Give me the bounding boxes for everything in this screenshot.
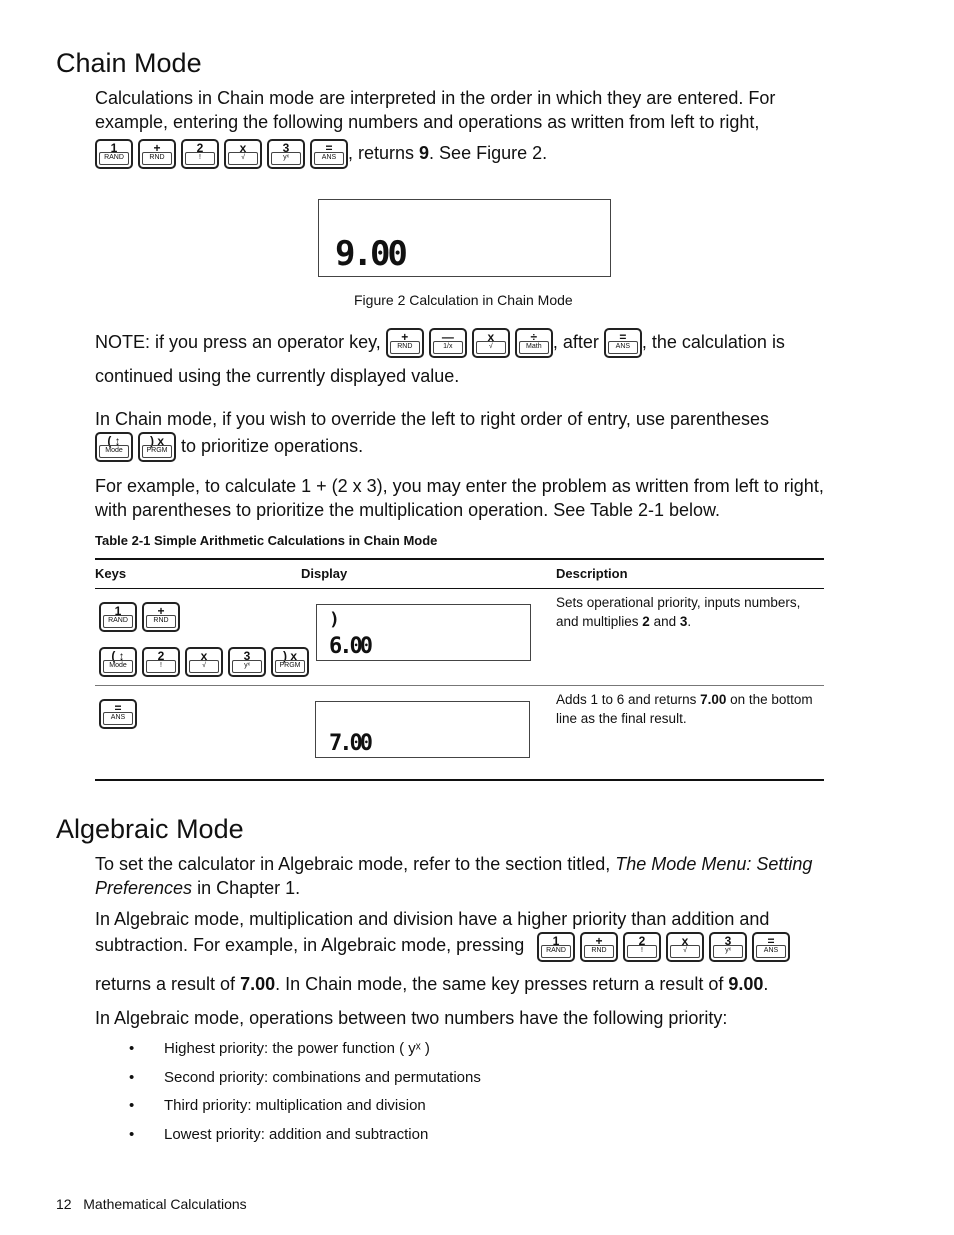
key-shift-label: ! xyxy=(146,660,176,673)
key-main-label: x xyxy=(487,330,495,344)
table-header-display: Display xyxy=(301,566,348,581)
equals-key xyxy=(99,699,137,729)
three-key xyxy=(228,647,266,677)
table-row-1-display xyxy=(316,604,531,661)
key-main-label: = xyxy=(114,701,122,715)
display-bottom-line: 6.00 xyxy=(329,634,370,659)
table-title: Table 2-1 Simple Arithmetic Calculations in Chain Mode xyxy=(95,533,438,548)
multiply-key xyxy=(185,647,223,677)
page-number: 12 xyxy=(56,1196,72,1212)
key-main-label: = xyxy=(619,330,627,344)
equals-key xyxy=(310,139,348,169)
returns-post: . See Figure 2. xyxy=(429,142,548,163)
algebraic-paragraph-2-line3: returns a result of 7.00. In Chain mode, the same key presses return a result of 9.00. xyxy=(95,974,769,994)
divide-key xyxy=(515,328,553,358)
note-pre: NOTE: if you press an operator key, xyxy=(95,331,381,352)
key-shift-label: PRGM xyxy=(142,445,172,458)
note-equal-key xyxy=(604,328,642,358)
two-key xyxy=(181,139,219,169)
paren-post: to prioritize operations. xyxy=(181,435,364,456)
algebraic-key-sequence xyxy=(537,932,790,962)
key-shift-label: √ xyxy=(670,945,700,958)
key-shift-label: yˣ xyxy=(232,660,262,673)
table-top-rule xyxy=(95,558,824,560)
footer-title: Mathematical Calculations xyxy=(83,1196,247,1212)
list-item: • Second priority: combinations and permutations xyxy=(125,1069,481,1098)
table-header-description: Description xyxy=(556,566,628,581)
table-header-keys: Keys xyxy=(95,566,127,581)
key-main-label: = xyxy=(767,934,775,948)
key-main-label: x xyxy=(239,141,247,155)
key-shift-label: yˣ xyxy=(271,152,301,165)
key-main-label: ( ↕ xyxy=(107,434,121,448)
paren-key-sequence xyxy=(95,432,176,462)
table-row-2-display xyxy=(315,701,530,758)
key-main-label: 3 xyxy=(243,649,251,663)
key-main-label: — xyxy=(441,330,454,344)
table-bottom-rule xyxy=(95,779,824,781)
equals-key xyxy=(752,932,790,962)
display-bottom-line: 7.00 xyxy=(329,731,370,756)
open-paren-key xyxy=(99,647,137,677)
plus-key xyxy=(142,602,180,632)
key-shift-label: RND xyxy=(142,152,172,165)
algebraic-paragraph-2-line1: In Algebraic mode, multiplication and division have a higher priority than addition and xyxy=(95,909,770,929)
p2-line2-text: subtraction. For example, in Algebraic mode, pressing xyxy=(95,935,525,955)
plus-key xyxy=(138,139,176,169)
one-key xyxy=(95,139,133,169)
key-shift-label: ! xyxy=(185,152,215,165)
note-line2: continued using the currently displayed value. xyxy=(95,366,460,386)
table-row-1-description: Sets operational priority, inputs numbers, and multiplies 2 and 3. xyxy=(556,595,801,629)
key-main-label: x xyxy=(681,934,689,948)
display-value: 9.00 xyxy=(335,234,405,274)
key-main-label: 2 xyxy=(196,141,204,155)
key-shift-label: ANS xyxy=(608,341,638,354)
figure-caption: Figure 2 Calculation in Chain Mode xyxy=(354,292,573,308)
list-item: • Highest priority: the power function ( yˣ ) xyxy=(125,1040,481,1069)
key-shift-label: ANS xyxy=(756,945,786,958)
paren-paragraph: In Chain mode, if you wish to override the left to right order of entry, use parentheses xyxy=(95,409,770,429)
key-shift-label: √ xyxy=(228,152,258,165)
key-sequence xyxy=(95,139,348,169)
two-key xyxy=(623,932,661,962)
key-shift-label: √ xyxy=(189,660,219,673)
key-shift-label: yˣ xyxy=(713,945,743,958)
note-paragraph xyxy=(95,328,855,358)
table-row-2-description: Adds 1 to 6 and returns 7.00 on the bottom line as the final result. xyxy=(556,692,813,726)
key-main-label: 1 xyxy=(110,141,118,155)
three-key xyxy=(709,932,747,962)
multiply-key xyxy=(224,139,262,169)
list-item: • Lowest priority: addition and subtraction xyxy=(125,1126,481,1155)
key-main-label: 1 xyxy=(114,604,122,618)
key-shift-label: 1/x xyxy=(433,341,463,354)
key-main-label: + xyxy=(153,141,161,155)
key-shift-label: RND xyxy=(390,341,420,354)
key-shift-label: √ xyxy=(476,341,506,354)
one-key xyxy=(537,932,575,962)
multiply-key xyxy=(666,932,704,962)
table-row-1-keys-line2 xyxy=(99,647,309,677)
key-shift-label: Mode xyxy=(99,445,129,458)
chain-keys-line xyxy=(95,139,835,169)
key-shift-label: PRGM xyxy=(275,660,305,673)
table-row-rule xyxy=(95,685,824,686)
close-paren-key xyxy=(138,432,176,462)
figure-display-screen xyxy=(318,199,611,277)
key-shift-label: ANS xyxy=(314,152,344,165)
section-heading-chain-mode: Chain Mode xyxy=(56,48,202,78)
two-key xyxy=(142,647,180,677)
key-main-label: 2 xyxy=(638,934,646,948)
key-shift-label: RND xyxy=(146,615,176,628)
example-paragraph: For example, to calculate 1 + (2 x 3), you may enter the problem as written from left to right, with parentheses to prioritize the multiplication operation. See Table 2-1 below. xyxy=(95,476,824,520)
key-main-label: 3 xyxy=(282,141,290,155)
key-main-label: = xyxy=(325,141,333,155)
key-main-label: ÷ xyxy=(530,330,538,344)
multiply-key xyxy=(472,328,510,358)
note-key-sequence xyxy=(386,328,553,358)
algebraic-paragraph-1: To set the calculator in Algebraic mode, refer to the section titled, The Mode Menu: Setting Preferences in Chapter 1. xyxy=(95,854,813,898)
key-main-label: + xyxy=(401,330,409,344)
key-shift-label: RND xyxy=(584,945,614,958)
key-main-label: 2 xyxy=(157,649,165,663)
returns-value: 9 xyxy=(419,142,430,163)
open-paren-key xyxy=(95,432,133,462)
plus-key xyxy=(386,328,424,358)
key-main-label: ( ↕ xyxy=(111,649,125,663)
table-row-2-keys xyxy=(99,699,137,729)
equals-key xyxy=(604,328,642,358)
table-header-rule xyxy=(95,588,824,589)
key-shift-label: ANS xyxy=(103,712,133,725)
chain-intro-paragraph xyxy=(95,86,835,134)
key-shift-label: Math xyxy=(519,341,549,354)
close-paren-key xyxy=(271,647,309,677)
returns-pre: , returns xyxy=(348,142,420,163)
key-main-label: ) x xyxy=(282,649,297,663)
minus-key xyxy=(429,328,467,358)
algebraic-paragraph-3: In Algebraic mode, operations between two numbers have the following priority: xyxy=(95,1008,728,1028)
table-row-1-keys-line1 xyxy=(99,602,180,632)
key-main-label: x xyxy=(200,649,208,663)
key-shift-label: Mode xyxy=(103,660,133,673)
list-item: • Third priority: multiplication and division xyxy=(125,1097,481,1126)
key-shift-label: RAND xyxy=(541,945,571,958)
key-main-label: 3 xyxy=(724,934,732,948)
section-heading-algebraic-mode: Algebraic Mode xyxy=(56,814,244,844)
three-key xyxy=(267,139,305,169)
note-post: , the calculation is xyxy=(641,331,785,352)
chain-intro-text: Calculations in Chain mode are interpreted in the order in which they are entered. For example, entering the following numbers and operations as written from left to right, xyxy=(95,88,776,132)
algebraic-paragraph-2-line2 xyxy=(95,933,835,957)
page-footer xyxy=(56,1196,247,1212)
priority-list xyxy=(125,1040,481,1154)
paren-keys-line xyxy=(95,432,835,462)
one-key xyxy=(99,602,137,632)
key-main-label: + xyxy=(157,604,165,618)
key-main-label: ) x xyxy=(149,434,164,448)
key-shift-label: RAND xyxy=(103,615,133,628)
plus-key xyxy=(580,932,618,962)
display-top-line: ) xyxy=(329,609,337,630)
key-main-label: + xyxy=(595,934,603,948)
key-main-label: 1 xyxy=(552,934,560,948)
key-shift-label: ! xyxy=(627,945,657,958)
note-after: , after xyxy=(552,331,599,352)
key-shift-label: RAND xyxy=(99,152,129,165)
